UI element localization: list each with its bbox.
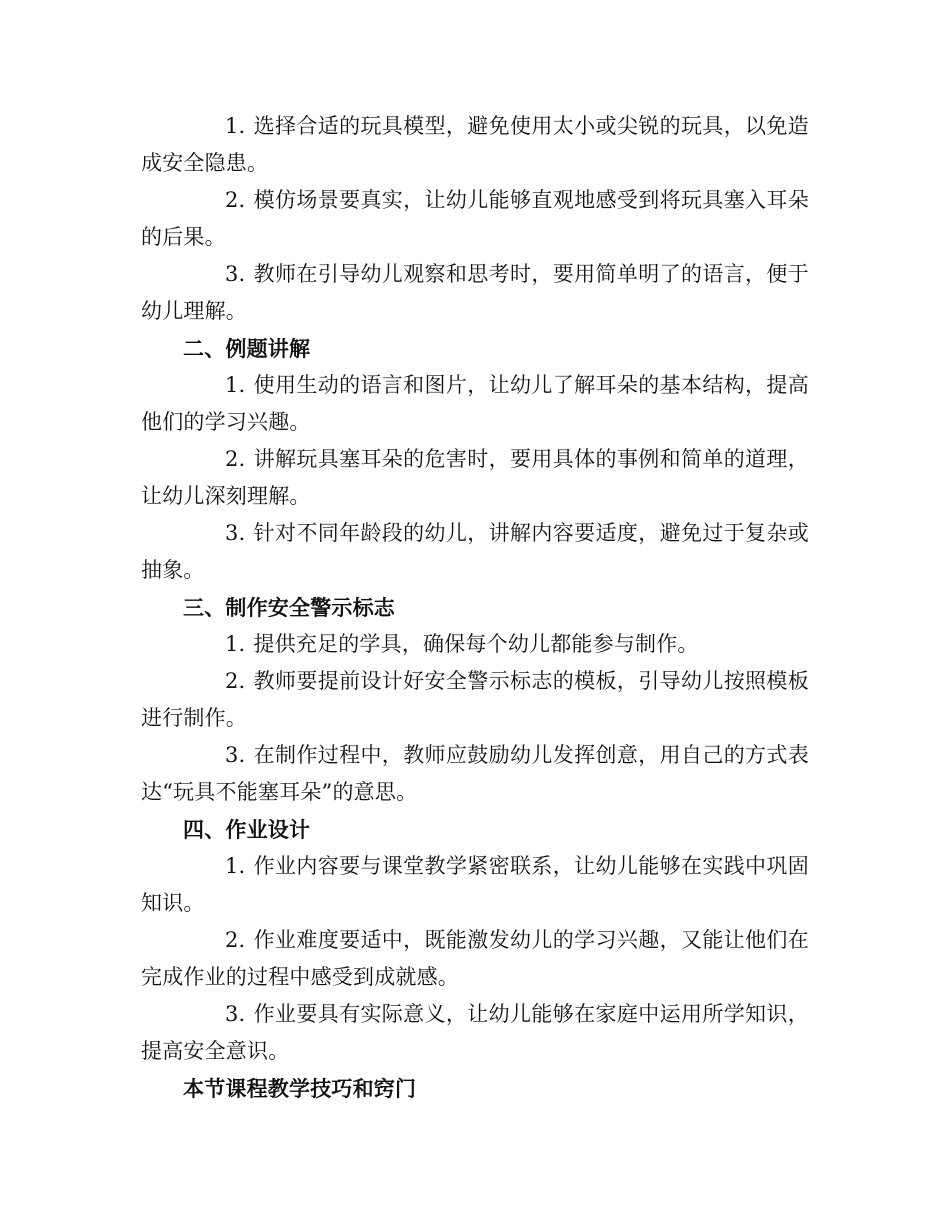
- item-number: 2.: [225, 928, 246, 952]
- list-item: [141, 848, 809, 922]
- list-item: [141, 626, 809, 663]
- item-text: 教师在引导幼儿观察和思考时，要用简单明了的语言，便于幼儿理解。: [141, 262, 809, 323]
- section-heading: 三、制作安全警示标志: [183, 595, 395, 620]
- list-item: [141, 108, 809, 182]
- item-number: 3.: [225, 1002, 246, 1026]
- item-number: 3.: [225, 262, 246, 286]
- item-text: 作业要具有实际意义，让幼儿能够在家庭中运用所学知识，提高安全意识。: [141, 1002, 809, 1063]
- item-number: 2.: [225, 447, 246, 471]
- list-item: [141, 996, 809, 1070]
- list-item: [141, 441, 809, 515]
- list-item: [141, 256, 809, 330]
- item-text: 选择合适的玩具模型，避免使用太小或尖锐的玩具，以免造成安全隐患。: [141, 114, 809, 175]
- item-number: 1.: [225, 373, 246, 397]
- item-number: 3.: [225, 521, 246, 545]
- item-number: 1.: [225, 114, 246, 138]
- item-text: 作业难度要适中，既能激发幼儿的学习兴趣，又能让他们在完成作业的过程中感受到成就感。: [141, 928, 809, 989]
- list-item: [141, 922, 809, 996]
- item-number: 1.: [225, 632, 246, 656]
- item-text: 在制作过程中，教师应鼓励幼儿发挥创意，用自己的方式表达“玩具不能塞耳朵”的意思。: [141, 743, 809, 804]
- list-item: [141, 737, 809, 811]
- item-text: 教师要提前设计好安全警示标志的模板，引导幼儿按照模板进行制作。: [141, 669, 809, 730]
- list-item: [141, 367, 809, 441]
- list-item: [141, 663, 809, 737]
- list-item: [141, 515, 809, 589]
- item-text: 作业内容要与课堂教学紧密联系，让幼儿能够在实践中巩固知识。: [141, 854, 809, 915]
- item-text: 提供充足的学具，确保每个幼儿都能参与制作。: [253, 632, 699, 656]
- document-body: [141, 108, 809, 1107]
- item-text: 讲解玩具塞耳朵的危害时，要用具体的事例和简单的道理，让幼儿深刻理解。: [141, 447, 809, 508]
- item-text: 使用生动的语言和图片，让幼儿了解耳朵的基本结构，提高他们的学习兴趣。: [141, 373, 809, 434]
- item-number: 2.: [225, 188, 246, 212]
- list-item: [141, 182, 809, 256]
- item-text: 针对不同年龄段的幼儿，讲解内容要适度，避免过于复杂或抽象。: [141, 521, 809, 582]
- section-heading: 二、例题讲解: [183, 336, 311, 361]
- item-number: 1.: [225, 854, 246, 878]
- item-number: 2.: [225, 669, 246, 693]
- footer-heading: 本节课程教学技巧和窍门: [183, 1076, 417, 1101]
- item-number: 3.: [225, 743, 246, 767]
- item-text: 模仿场景要真实，让幼儿能够直观地感受到将玩具塞入耳朵的后果。: [141, 188, 809, 249]
- section-heading: 四、作业设计: [183, 817, 311, 842]
